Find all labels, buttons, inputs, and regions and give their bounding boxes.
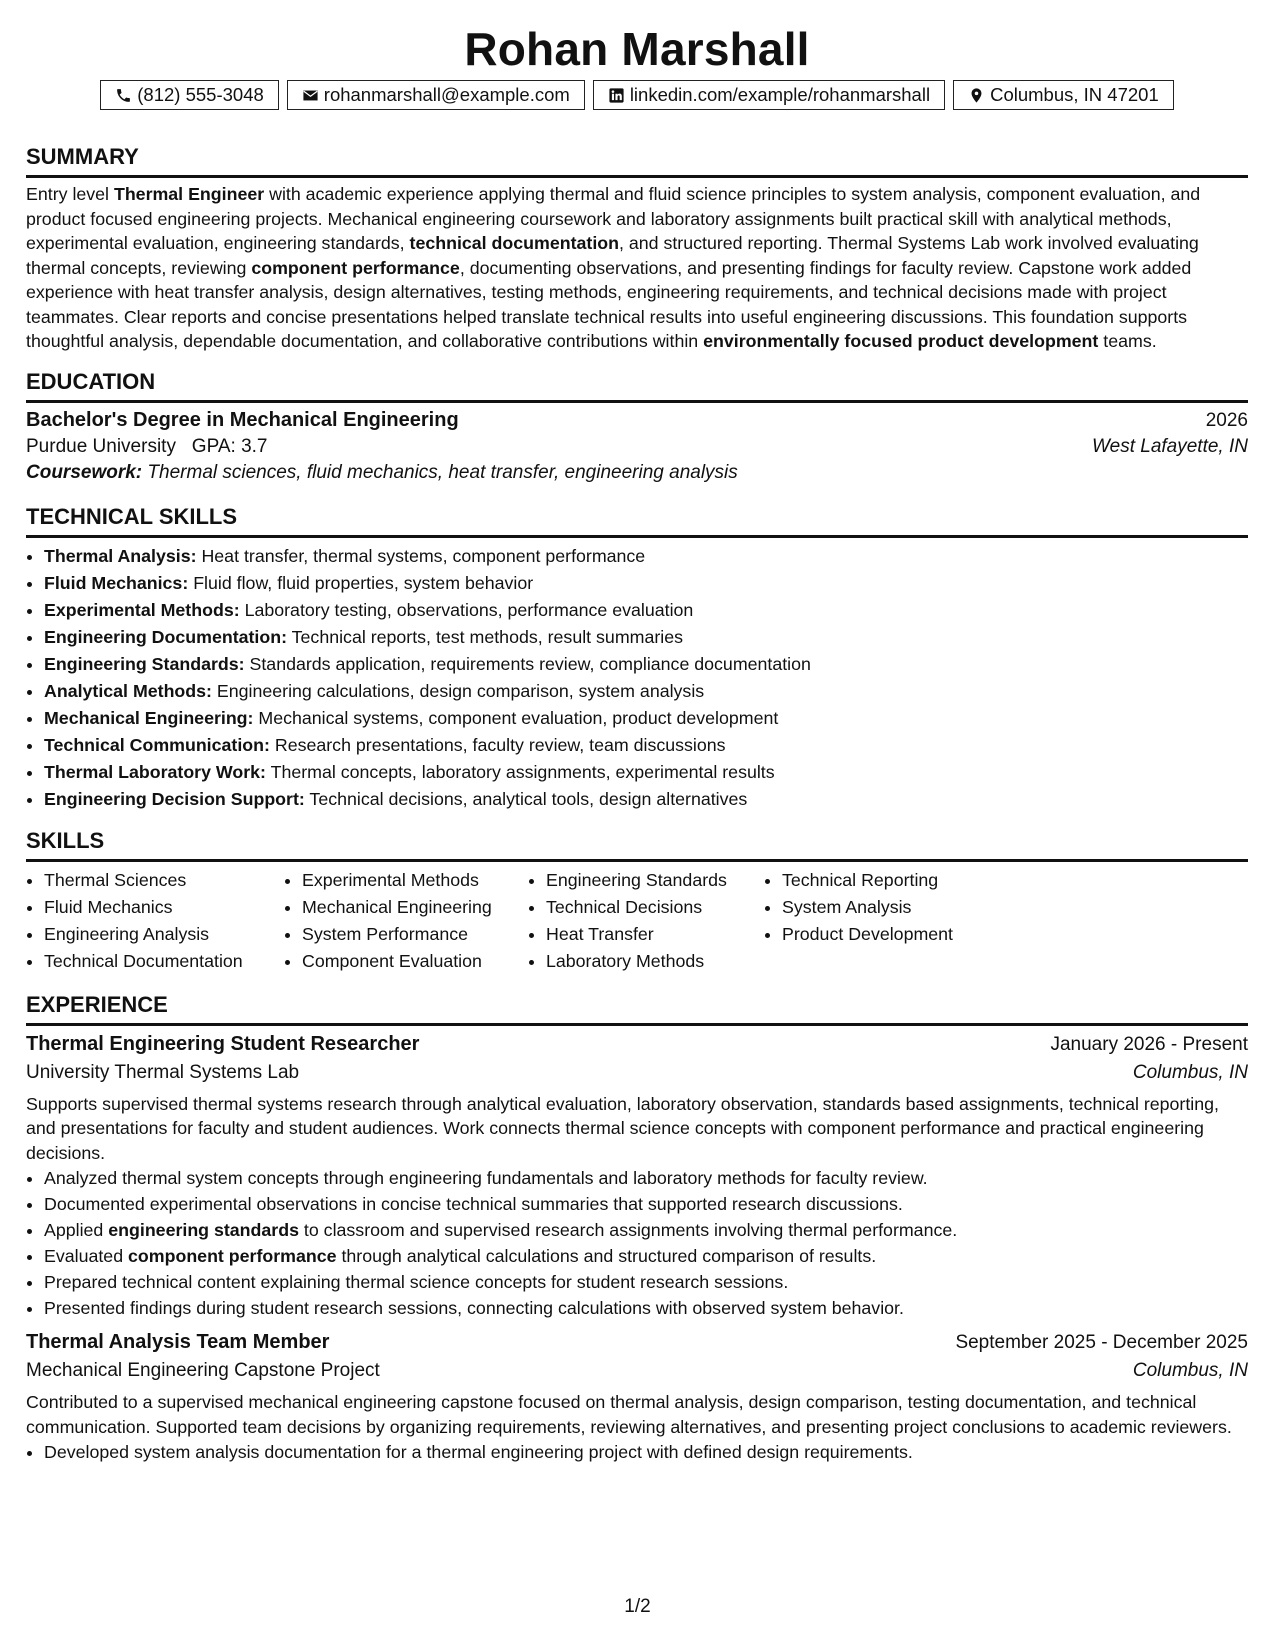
job-bullets xyxy=(26,1165,1248,1321)
summary-bold-1: Thermal Engineer xyxy=(113,184,265,204)
skill-label: Engineering Decision Support: xyxy=(44,788,305,809)
job-dates: January 2026 - Present xyxy=(1050,1033,1248,1055)
phone-text: (812) 555-3048 xyxy=(137,84,264,105)
summary-text-1: Entry level xyxy=(26,184,114,204)
list-item: • Component Evaluation xyxy=(302,948,528,975)
bullet-text: Presented findings during student research sessions, connecting calculations with observed system behavior. xyxy=(44,1298,904,1318)
section-title-technical-skills: TECHNICAL SKILLS xyxy=(26,503,1248,538)
bullet-text: Developed system analysis documentation for a thermal engineering project with defined design requirements. xyxy=(44,1442,913,1462)
skills-column-2 xyxy=(284,867,528,975)
skill-label: Engineering Standards: xyxy=(44,653,245,674)
job-summary: Contributed to a supervised mechanical engineering capstone focused on thermal analysis, design comparison, testing documentation, and technical communication. Supported team decisions by organizing requirements, reviewing alternatives, and presenting project conclusions to academic reviewers. xyxy=(26,1392,1232,1437)
section-title-experience: EXPERIENCE xyxy=(26,991,1248,1026)
skill-text: Standards application, requirements review, compliance documentation xyxy=(244,653,811,674)
summary-bold-3: component performance xyxy=(251,257,460,278)
summary-text-5: teams. xyxy=(1098,331,1157,351)
page-number: 1/2 xyxy=(624,1596,651,1617)
job-summary: Supports supervised thermal systems research through analytical evaluation, laboratory observation, standards based assignments, technical reporting, and presentations for faculty and student audiences. Work connects thermal science concepts with component performance and practical engineering decisions. xyxy=(26,1093,1219,1163)
skill-label: Technical Communication: xyxy=(44,734,270,755)
list-item xyxy=(44,1243,1248,1269)
list-item xyxy=(44,705,1248,732)
list-item: • Engineering Standards xyxy=(546,867,764,894)
skill-label: Thermal Analysis: xyxy=(44,545,197,566)
school-line xyxy=(26,436,267,458)
bullet-text: Evaluated xyxy=(44,1246,129,1266)
list-item: • Thermal Sciences xyxy=(44,867,284,894)
list-item: • Technical Reporting xyxy=(782,867,1012,894)
skill-text: Technical decisions, analytical tools, design alternatives xyxy=(304,788,748,809)
summary-bold-2: technical documentation xyxy=(409,233,619,253)
map-pin-icon xyxy=(968,87,985,104)
contact-location xyxy=(953,80,1174,110)
skill-text: Technical reports, test methods, result summaries xyxy=(287,626,683,647)
list-item xyxy=(44,570,1248,597)
skills-grid xyxy=(26,867,1248,975)
list-item xyxy=(44,1165,1248,1191)
list-item: • Product Development xyxy=(782,921,1012,948)
list-item: • Heat Transfer xyxy=(546,921,764,948)
skill-label: Analytical Methods: xyxy=(44,680,212,701)
skill-label: Experimental Methods: xyxy=(44,599,240,620)
skills-section xyxy=(26,827,1248,975)
technical-skills-section xyxy=(26,503,1248,813)
coursework-line xyxy=(26,462,1248,484)
skill-label: Fluid Mechanics: xyxy=(44,572,189,593)
gpa: GPA: 3.7 xyxy=(191,435,268,457)
skill-label: Mechanical Engineering: xyxy=(44,707,254,728)
job-location: Columbus, IN xyxy=(1132,1061,1248,1083)
list-item: • Laboratory Methods xyxy=(546,948,764,975)
list-item xyxy=(44,543,1248,570)
list-item xyxy=(44,732,1248,759)
job-title: Thermal Engineering Student Researcher xyxy=(26,1032,420,1055)
list-item xyxy=(44,678,1248,705)
technical-skills-list xyxy=(26,543,1248,813)
skill-label: Thermal Laboratory Work: xyxy=(44,761,266,782)
email-text: rohanmarshall@example.com xyxy=(323,84,570,105)
skill-text: Mechanical systems, component evaluation, product development xyxy=(253,707,779,728)
job-title: Thermal Analysis Team Member xyxy=(26,1331,330,1353)
list-item xyxy=(44,1439,1248,1465)
list-item: • Technical Decisions xyxy=(546,894,764,921)
job-location: Columbus, IN xyxy=(1132,1360,1248,1381)
skills-column-4 xyxy=(764,867,1012,975)
list-item xyxy=(44,597,1248,624)
section-title-skills: SKILLS xyxy=(26,827,1248,862)
list-item xyxy=(44,759,1248,786)
job-bullets xyxy=(26,1439,1248,1465)
experience-entry xyxy=(26,1331,1248,1465)
bullet-text: Applied xyxy=(44,1220,109,1240)
skill-text: Heat transfer, thermal systems, component performance xyxy=(196,545,646,566)
job-organization: Mechanical Engineering Capstone Project xyxy=(26,1360,380,1381)
list-item xyxy=(44,1191,1248,1217)
skills-column-1 xyxy=(26,867,284,975)
section-title-education: EDUCATION xyxy=(26,368,1248,403)
list-item: • Fluid Mechanics xyxy=(44,894,284,921)
coursework-label: Coursework: xyxy=(26,461,143,483)
list-item xyxy=(44,786,1248,813)
envelope-icon xyxy=(302,87,319,104)
job-dates: September 2025 - December 2025 xyxy=(955,1332,1248,1353)
linkedin-text: linkedin.com/example/rohanmarshall xyxy=(629,84,931,105)
list-item xyxy=(44,1217,1248,1243)
summary-text-4: , documenting observations, and presenting findings for faculty review. Capstone work added experience with heat transfer analysis, design alternatives, testing methods, engineering requirements, and technical decisions made with project teammates. Clear reports and concise presentations helped translate technical results into useful engineering discussions. This foundation supports thoughtful analysis, dependable documentation, and collaborative contributions within xyxy=(26,257,1192,351)
graduation-year: 2026 xyxy=(1205,409,1248,431)
skill-text: Research presentations, faculty review, team discussions xyxy=(269,734,726,755)
bullet-text: Analyzed thermal system concepts through engineering fundamentals and laboratory methods for faculty review. xyxy=(44,1168,928,1188)
contact-phone[interactable] xyxy=(100,80,279,110)
skills-column-3 xyxy=(528,867,764,975)
section-title-summary: SUMMARY xyxy=(26,143,1248,178)
school-name: Purdue University xyxy=(26,435,176,457)
list-item xyxy=(44,624,1248,651)
location-text: Columbus, IN 47201 xyxy=(990,84,1159,105)
bullet-text: Prepared technical content explaining thermal science concepts for student research sessions. xyxy=(44,1272,789,1292)
summary-section xyxy=(26,143,1248,354)
resume-page xyxy=(26,0,1248,1465)
degree-title: Bachelor's Degree in Mechanical Engineering xyxy=(26,408,459,431)
bullet-bold: component performance xyxy=(128,1246,337,1266)
skill-label: Engineering Documentation: xyxy=(44,626,288,647)
list-item xyxy=(44,1269,1248,1295)
list-item: • Engineering Analysis xyxy=(44,921,284,948)
skill-text: Laboratory testing, observations, performance evaluation xyxy=(239,599,694,620)
summary-bold-4: environmentally focused product development xyxy=(703,331,1099,351)
list-item: • Technical Documentation xyxy=(44,948,284,975)
coursework-text: Thermal sciences, fluid mechanics, heat transfer, engineering analysis xyxy=(142,461,738,483)
contact-bar xyxy=(26,80,1248,110)
skill-text: Thermal concepts, laboratory assignments, experimental results xyxy=(265,761,775,782)
bullet-text: through analytical calculations and structured comparison of results. xyxy=(336,1246,877,1266)
summary-text xyxy=(26,182,1248,354)
bullet-text: to classroom and supervised research assignments involving thermal performance. xyxy=(298,1220,958,1240)
contact-linkedin[interactable] xyxy=(593,80,945,110)
list-item: • Mechanical Engineering xyxy=(302,894,528,921)
list-item: • System Performance xyxy=(302,921,528,948)
bullet-text: Documented experimental observations in concise technical summaries that supported research discussions. xyxy=(44,1194,903,1214)
job-organization: University Thermal Systems Lab xyxy=(26,1061,300,1083)
skill-text: Fluid flow, fluid properties, system behavior xyxy=(188,572,534,593)
education-section xyxy=(26,368,1248,484)
phone-icon xyxy=(115,87,132,104)
list-item xyxy=(44,1295,1248,1321)
school-location: West Lafayette, IN xyxy=(1092,435,1248,457)
summary-text-3: , and structured reporting. Thermal Systems Lab work involved evaluating thermal concepts, reviewing xyxy=(26,233,1199,278)
contact-email[interactable] xyxy=(287,80,585,110)
list-item: • Experimental Methods xyxy=(302,867,528,894)
bullet-bold: engineering standards xyxy=(108,1220,299,1240)
list-item: • System Analysis xyxy=(782,894,1012,921)
linkedin-icon xyxy=(608,87,625,104)
skill-text: Engineering calculations, design comparison, system analysis xyxy=(211,680,705,701)
experience-section xyxy=(26,991,1248,1466)
experience-entry xyxy=(26,1033,1248,1322)
candidate-name: Rohan Marshall xyxy=(464,23,810,75)
list-item xyxy=(44,651,1248,678)
summary-text-2: with academic experience applying thermal and fluid science principles to system analysis, component evaluation, and product focused engineering projects. Mechanical engineering coursework and laboratory assignments built practical skill with analytical methods, experimental evaluation, engineering standards, xyxy=(26,184,1201,253)
